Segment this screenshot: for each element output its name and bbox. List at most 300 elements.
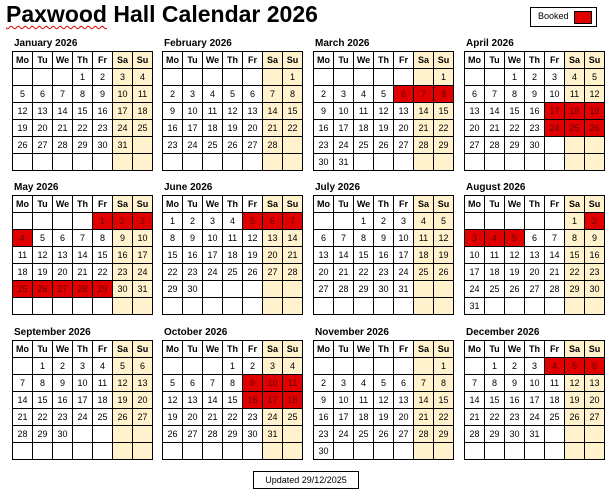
day-cell[interactable]: 20	[394, 409, 414, 426]
day-cell[interactable]: 23	[183, 264, 203, 281]
day-cell[interactable]: 19	[434, 247, 454, 264]
day-cell[interactable]: 16	[93, 103, 113, 120]
day-cell[interactable]: 24	[465, 281, 485, 298]
day-cell[interactable]: 7	[203, 375, 223, 392]
day-cell[interactable]: 24	[133, 264, 153, 281]
day-cell[interactable]: 14	[73, 247, 93, 264]
day-cell[interactable]: 14	[263, 103, 283, 120]
day-cell[interactable]: 13	[314, 247, 334, 264]
day-cell[interactable]: 17	[203, 247, 223, 264]
day-cell[interactable]: 28	[414, 426, 434, 443]
day-cell[interactable]: 22	[283, 120, 303, 137]
day-cell[interactable]: 13	[53, 247, 73, 264]
day-cell[interactable]: 22	[223, 409, 243, 426]
day-cell[interactable]: 10	[334, 392, 354, 409]
day-cell[interactable]: 20	[394, 120, 414, 137]
day-cell[interactable]: 10	[465, 247, 485, 264]
day-cell[interactable]: 30	[314, 154, 334, 171]
day-cell[interactable]: 29	[485, 426, 505, 443]
day-cell-booked[interactable]: 18	[283, 392, 303, 409]
day-cell[interactable]: 18	[485, 264, 505, 281]
day-cell[interactable]: 20	[585, 392, 605, 409]
day-cell[interactable]: 6	[394, 375, 414, 392]
day-cell[interactable]: 30	[505, 426, 525, 443]
day-cell[interactable]: 28	[203, 426, 223, 443]
day-cell[interactable]: 14	[13, 392, 33, 409]
day-cell[interactable]: 9	[53, 375, 73, 392]
day-cell[interactable]: 18	[414, 247, 434, 264]
day-cell[interactable]: 9	[93, 86, 113, 103]
day-cell[interactable]: 1	[354, 213, 374, 230]
day-cell[interactable]: 19	[374, 409, 394, 426]
day-cell[interactable]: 8	[283, 86, 303, 103]
day-cell[interactable]: 6	[133, 358, 153, 375]
day-cell[interactable]: 29	[223, 426, 243, 443]
day-cell[interactable]: 11	[133, 86, 153, 103]
day-cell[interactable]: 12	[163, 392, 183, 409]
day-cell[interactable]: 12	[585, 86, 605, 103]
day-cell-booked[interactable]: 6	[585, 358, 605, 375]
day-cell[interactable]: 22	[565, 264, 585, 281]
day-cell[interactable]: 14	[545, 247, 565, 264]
day-cell[interactable]: 10	[113, 86, 133, 103]
day-cell[interactable]: 2	[374, 213, 394, 230]
day-cell[interactable]: 26	[434, 264, 454, 281]
day-cell[interactable]: 21	[414, 409, 434, 426]
day-cell[interactable]: 8	[434, 375, 454, 392]
day-cell[interactable]: 1	[505, 69, 525, 86]
day-cell[interactable]: 17	[394, 247, 414, 264]
day-cell[interactable]: 15	[505, 103, 525, 120]
day-cell[interactable]: 2	[183, 213, 203, 230]
day-cell[interactable]: 21	[414, 120, 434, 137]
day-cell[interactable]: 31	[334, 154, 354, 171]
day-cell[interactable]: 26	[565, 409, 585, 426]
day-cell[interactable]: 23	[243, 409, 263, 426]
day-cell[interactable]: 30	[243, 426, 263, 443]
day-cell[interactable]: 28	[414, 137, 434, 154]
day-cell[interactable]: 19	[13, 120, 33, 137]
day-cell[interactable]: 23	[314, 426, 334, 443]
day-cell[interactable]: 3	[203, 213, 223, 230]
day-cell[interactable]: 9	[314, 392, 334, 409]
day-cell-booked[interactable]: 2	[585, 213, 605, 230]
day-cell[interactable]: 21	[485, 120, 505, 137]
day-cell[interactable]: 3	[113, 69, 133, 86]
day-cell[interactable]: 8	[565, 230, 585, 247]
day-cell[interactable]: 1	[434, 69, 454, 86]
day-cell[interactable]: 1	[33, 358, 53, 375]
day-cell[interactable]: 14	[334, 247, 354, 264]
day-cell[interactable]: 7	[13, 375, 33, 392]
day-cell[interactable]: 27	[394, 426, 414, 443]
day-cell[interactable]: 7	[414, 375, 434, 392]
day-cell[interactable]: 30	[374, 281, 394, 298]
day-cell[interactable]: 24	[334, 426, 354, 443]
day-cell[interactable]: 27	[525, 281, 545, 298]
day-cell[interactable]: 16	[314, 409, 334, 426]
day-cell[interactable]: 2	[93, 69, 113, 86]
day-cell[interactable]: 11	[545, 375, 565, 392]
day-cell[interactable]: 1	[565, 213, 585, 230]
day-cell[interactable]: 9	[314, 103, 334, 120]
day-cell[interactable]: 9	[113, 230, 133, 247]
day-cell[interactable]: 15	[434, 392, 454, 409]
day-cell-booked[interactable]: 6	[394, 86, 414, 103]
day-cell[interactable]: 2	[505, 358, 525, 375]
day-cell[interactable]: 14	[485, 103, 505, 120]
day-cell[interactable]: 23	[163, 137, 183, 154]
day-cell[interactable]: 10	[203, 230, 223, 247]
day-cell-booked[interactable]: 16	[243, 392, 263, 409]
day-cell[interactable]: 15	[73, 103, 93, 120]
day-cell[interactable]: 29	[505, 137, 525, 154]
day-cell[interactable]: 22	[485, 409, 505, 426]
day-cell-booked[interactable]: 7	[414, 86, 434, 103]
day-cell[interactable]: 5	[374, 375, 394, 392]
day-cell[interactable]: 17	[334, 409, 354, 426]
day-cell[interactable]: 8	[73, 86, 93, 103]
day-cell[interactable]: 12	[223, 103, 243, 120]
day-cell[interactable]: 13	[585, 375, 605, 392]
day-cell[interactable]: 8	[163, 230, 183, 247]
day-cell[interactable]: 4	[223, 213, 243, 230]
day-cell[interactable]: 5	[434, 213, 454, 230]
day-cell[interactable]: 23	[374, 264, 394, 281]
day-cell[interactable]: 18	[354, 120, 374, 137]
day-cell[interactable]: 16	[163, 120, 183, 137]
day-cell[interactable]: 19	[505, 264, 525, 281]
day-cell[interactable]: 31	[113, 137, 133, 154]
day-cell[interactable]: 3	[334, 375, 354, 392]
day-cell[interactable]: 28	[13, 426, 33, 443]
day-cell-booked[interactable]: 11	[283, 375, 303, 392]
day-cell-booked[interactable]: 18	[565, 103, 585, 120]
day-cell[interactable]: 20	[53, 264, 73, 281]
day-cell[interactable]: 5	[113, 358, 133, 375]
day-cell[interactable]: 4	[203, 86, 223, 103]
day-cell[interactable]: 4	[414, 213, 434, 230]
day-cell[interactable]: 12	[13, 103, 33, 120]
day-cell[interactable]: 12	[243, 230, 263, 247]
day-cell[interactable]: 22	[33, 409, 53, 426]
day-cell[interactable]: 20	[525, 264, 545, 281]
day-cell[interactable]: 12	[565, 375, 585, 392]
day-cell[interactable]: 5	[163, 375, 183, 392]
day-cell[interactable]: 15	[163, 247, 183, 264]
day-cell[interactable]: 27	[585, 409, 605, 426]
day-cell[interactable]: 6	[33, 86, 53, 103]
day-cell[interactable]: 2	[314, 86, 334, 103]
day-cell[interactable]: 25	[545, 409, 565, 426]
day-cell[interactable]: 5	[223, 86, 243, 103]
day-cell[interactable]: 7	[465, 375, 485, 392]
day-cell[interactable]: 8	[223, 375, 243, 392]
day-cell[interactable]: 27	[314, 281, 334, 298]
day-cell[interactable]: 16	[314, 120, 334, 137]
day-cell[interactable]: 16	[585, 247, 605, 264]
day-cell-booked[interactable]: 9	[243, 375, 263, 392]
day-cell[interactable]: 25	[354, 137, 374, 154]
day-cell[interactable]: 12	[505, 247, 525, 264]
day-cell-booked[interactable]: 10	[263, 375, 283, 392]
day-cell[interactable]: 10	[334, 103, 354, 120]
day-cell-booked[interactable]: 4	[545, 358, 565, 375]
day-cell[interactable]: 8	[354, 230, 374, 247]
day-cell[interactable]: 17	[73, 392, 93, 409]
day-cell[interactable]: 14	[283, 230, 303, 247]
day-cell[interactable]: 4	[133, 69, 153, 86]
day-cell[interactable]: 8	[33, 375, 53, 392]
day-cell[interactable]: 25	[354, 426, 374, 443]
day-cell-booked[interactable]: 27	[53, 281, 73, 298]
day-cell-booked[interactable]: 2	[113, 213, 133, 230]
day-cell-booked[interactable]: 26	[33, 281, 53, 298]
day-cell[interactable]: 6	[53, 230, 73, 247]
day-cell[interactable]: 23	[525, 120, 545, 137]
day-cell[interactable]: 20	[263, 247, 283, 264]
day-cell[interactable]: 3	[183, 86, 203, 103]
day-cell[interactable]: 21	[13, 409, 33, 426]
day-cell[interactable]: 15	[434, 103, 454, 120]
day-cell[interactable]: 7	[263, 86, 283, 103]
day-cell[interactable]: 28	[485, 137, 505, 154]
day-cell-booked[interactable]: 17	[263, 392, 283, 409]
day-cell[interactable]: 24	[73, 409, 93, 426]
day-cell[interactable]: 9	[505, 375, 525, 392]
day-cell[interactable]: 16	[53, 392, 73, 409]
day-cell[interactable]: 10	[133, 230, 153, 247]
day-cell[interactable]: 11	[93, 375, 113, 392]
day-cell[interactable]: 21	[283, 247, 303, 264]
day-cell[interactable]: 9	[183, 230, 203, 247]
day-cell[interactable]: 14	[53, 103, 73, 120]
day-cell[interactable]: 12	[33, 247, 53, 264]
day-cell[interactable]: 22	[434, 409, 454, 426]
day-cell[interactable]: 26	[505, 281, 525, 298]
day-cell[interactable]: 13	[394, 103, 414, 120]
day-cell[interactable]: 13	[465, 103, 485, 120]
day-cell[interactable]: 25	[414, 264, 434, 281]
day-cell[interactable]: 15	[33, 392, 53, 409]
day-cell[interactable]: 24	[203, 264, 223, 281]
day-cell[interactable]: 7	[485, 86, 505, 103]
day-cell[interactable]: 16	[113, 247, 133, 264]
day-cell[interactable]: 30	[183, 281, 203, 298]
day-cell[interactable]: 24	[183, 137, 203, 154]
day-cell[interactable]: 27	[183, 426, 203, 443]
day-cell[interactable]: 17	[183, 120, 203, 137]
day-cell[interactable]: 10	[525, 375, 545, 392]
day-cell[interactable]: 26	[243, 264, 263, 281]
day-cell[interactable]: 30	[113, 281, 133, 298]
day-cell-booked[interactable]: 7	[283, 213, 303, 230]
day-cell[interactable]: 28	[334, 281, 354, 298]
day-cell[interactable]: 24	[113, 120, 133, 137]
day-cell[interactable]: 7	[53, 86, 73, 103]
day-cell[interactable]: 21	[465, 409, 485, 426]
day-cell[interactable]: 19	[243, 247, 263, 264]
day-cell[interactable]: 6	[525, 230, 545, 247]
day-cell[interactable]: 23	[585, 264, 605, 281]
day-cell[interactable]: 16	[505, 392, 525, 409]
day-cell-booked[interactable]: 5	[565, 358, 585, 375]
day-cell[interactable]: 11	[565, 86, 585, 103]
day-cell[interactable]: 21	[334, 264, 354, 281]
day-cell[interactable]: 23	[314, 137, 334, 154]
day-cell[interactable]: 27	[33, 137, 53, 154]
day-cell[interactable]: 26	[113, 409, 133, 426]
day-cell[interactable]: 20	[133, 392, 153, 409]
day-cell[interactable]: 20	[183, 409, 203, 426]
day-cell[interactable]: 22	[73, 120, 93, 137]
day-cell[interactable]: 29	[434, 137, 454, 154]
day-cell[interactable]: 2	[243, 358, 263, 375]
day-cell[interactable]: 19	[33, 264, 53, 281]
day-cell[interactable]: 6	[183, 375, 203, 392]
day-cell[interactable]: 11	[203, 103, 223, 120]
day-cell[interactable]: 5	[33, 230, 53, 247]
day-cell[interactable]: 26	[374, 137, 394, 154]
day-cell[interactable]: 2	[314, 375, 334, 392]
day-cell[interactable]: 23	[53, 409, 73, 426]
day-cell[interactable]: 22	[93, 264, 113, 281]
day-cell-booked[interactable]: 6	[263, 213, 283, 230]
day-cell[interactable]: 1	[223, 358, 243, 375]
day-cell[interactable]: 1	[163, 213, 183, 230]
day-cell[interactable]: 13	[183, 392, 203, 409]
day-cell[interactable]: 22	[163, 264, 183, 281]
day-cell[interactable]: 13	[394, 392, 414, 409]
day-cell[interactable]: 15	[93, 247, 113, 264]
day-cell[interactable]: 19	[374, 120, 394, 137]
day-cell[interactable]: 5	[13, 86, 33, 103]
day-cell[interactable]: 31	[394, 281, 414, 298]
day-cell[interactable]: 30	[93, 137, 113, 154]
day-cell[interactable]: 13	[263, 230, 283, 247]
day-cell[interactable]: 4	[354, 86, 374, 103]
day-cell[interactable]: 25	[133, 120, 153, 137]
day-cell[interactable]: 9	[525, 86, 545, 103]
day-cell[interactable]: 28	[545, 281, 565, 298]
day-cell[interactable]: 25	[223, 264, 243, 281]
day-cell[interactable]: 3	[545, 69, 565, 86]
day-cell[interactable]: 26	[374, 426, 394, 443]
day-cell[interactable]: 25	[203, 137, 223, 154]
day-cell-booked[interactable]: 26	[585, 120, 605, 137]
day-cell[interactable]: 13	[525, 247, 545, 264]
day-cell[interactable]: 3	[73, 358, 93, 375]
day-cell[interactable]: 10	[545, 86, 565, 103]
day-cell[interactable]: 11	[13, 247, 33, 264]
day-cell[interactable]: 17	[525, 392, 545, 409]
day-cell[interactable]: 11	[223, 230, 243, 247]
day-cell[interactable]: 29	[354, 281, 374, 298]
day-cell-booked[interactable]: 4	[13, 230, 33, 247]
day-cell[interactable]: 18	[133, 103, 153, 120]
day-cell[interactable]: 14	[203, 392, 223, 409]
day-cell[interactable]: 1	[73, 69, 93, 86]
day-cell[interactable]: 6	[465, 86, 485, 103]
day-cell-booked[interactable]: 24	[545, 120, 565, 137]
day-cell[interactable]: 31	[465, 298, 485, 315]
day-cell[interactable]: 20	[314, 264, 334, 281]
day-cell-booked[interactable]: 25	[13, 281, 33, 298]
day-cell[interactable]: 12	[374, 392, 394, 409]
day-cell[interactable]: 2	[53, 358, 73, 375]
day-cell[interactable]: 14	[465, 392, 485, 409]
day-cell[interactable]: 26	[13, 137, 33, 154]
day-cell[interactable]: 29	[434, 426, 454, 443]
day-cell[interactable]: 4	[93, 358, 113, 375]
day-cell[interactable]: 29	[33, 426, 53, 443]
day-cell[interactable]: 7	[334, 230, 354, 247]
day-cell[interactable]: 7	[545, 230, 565, 247]
day-cell[interactable]: 9	[163, 103, 183, 120]
day-cell[interactable]: 3	[263, 358, 283, 375]
day-cell[interactable]: 11	[414, 230, 434, 247]
day-cell-booked[interactable]: 3	[133, 213, 153, 230]
day-cell[interactable]: 19	[163, 409, 183, 426]
day-cell[interactable]: 31	[133, 281, 153, 298]
day-cell[interactable]: 21	[53, 120, 73, 137]
day-cell[interactable]: 5	[374, 86, 394, 103]
day-cell[interactable]: 6	[314, 230, 334, 247]
day-cell[interactable]: 18	[223, 247, 243, 264]
day-cell-booked[interactable]: 8	[434, 86, 454, 103]
day-cell[interactable]: 22	[354, 264, 374, 281]
day-cell[interactable]: 6	[243, 86, 263, 103]
day-cell[interactable]: 11	[485, 247, 505, 264]
day-cell[interactable]: 19	[565, 392, 585, 409]
day-cell-booked[interactable]: 1	[93, 213, 113, 230]
day-cell[interactable]: 4	[565, 69, 585, 86]
day-cell[interactable]: 27	[394, 137, 414, 154]
day-cell[interactable]: 19	[223, 120, 243, 137]
day-cell[interactable]: 2	[163, 86, 183, 103]
day-cell-booked[interactable]: 4	[485, 230, 505, 247]
day-cell[interactable]: 17	[133, 247, 153, 264]
day-cell[interactable]: 17	[113, 103, 133, 120]
day-cell[interactable]: 17	[465, 264, 485, 281]
day-cell[interactable]: 30	[314, 443, 334, 460]
day-cell[interactable]: 15	[565, 247, 585, 264]
day-cell[interactable]: 12	[434, 230, 454, 247]
day-cell[interactable]: 3	[334, 86, 354, 103]
day-cell[interactable]: 27	[465, 137, 485, 154]
day-cell[interactable]: 21	[263, 120, 283, 137]
day-cell[interactable]: 9	[585, 230, 605, 247]
day-cell[interactable]: 21	[545, 264, 565, 281]
day-cell[interactable]: 25	[485, 281, 505, 298]
day-cell[interactable]: 24	[263, 409, 283, 426]
day-cell[interactable]: 23	[505, 409, 525, 426]
day-cell[interactable]: 13	[243, 103, 263, 120]
day-cell[interactable]: 28	[263, 137, 283, 154]
day-cell-booked[interactable]: 29	[93, 281, 113, 298]
day-cell[interactable]: 15	[223, 392, 243, 409]
day-cell[interactable]: 8	[485, 375, 505, 392]
day-cell[interactable]: 26	[223, 137, 243, 154]
day-cell[interactable]: 29	[565, 281, 585, 298]
day-cell[interactable]: 22	[434, 120, 454, 137]
day-cell-booked[interactable]: 5	[505, 230, 525, 247]
day-cell[interactable]: 24	[394, 264, 414, 281]
day-cell[interactable]: 14	[414, 392, 434, 409]
day-cell[interactable]: 17	[334, 120, 354, 137]
day-cell[interactable]: 10	[394, 230, 414, 247]
day-cell[interactable]: 30	[525, 137, 545, 154]
